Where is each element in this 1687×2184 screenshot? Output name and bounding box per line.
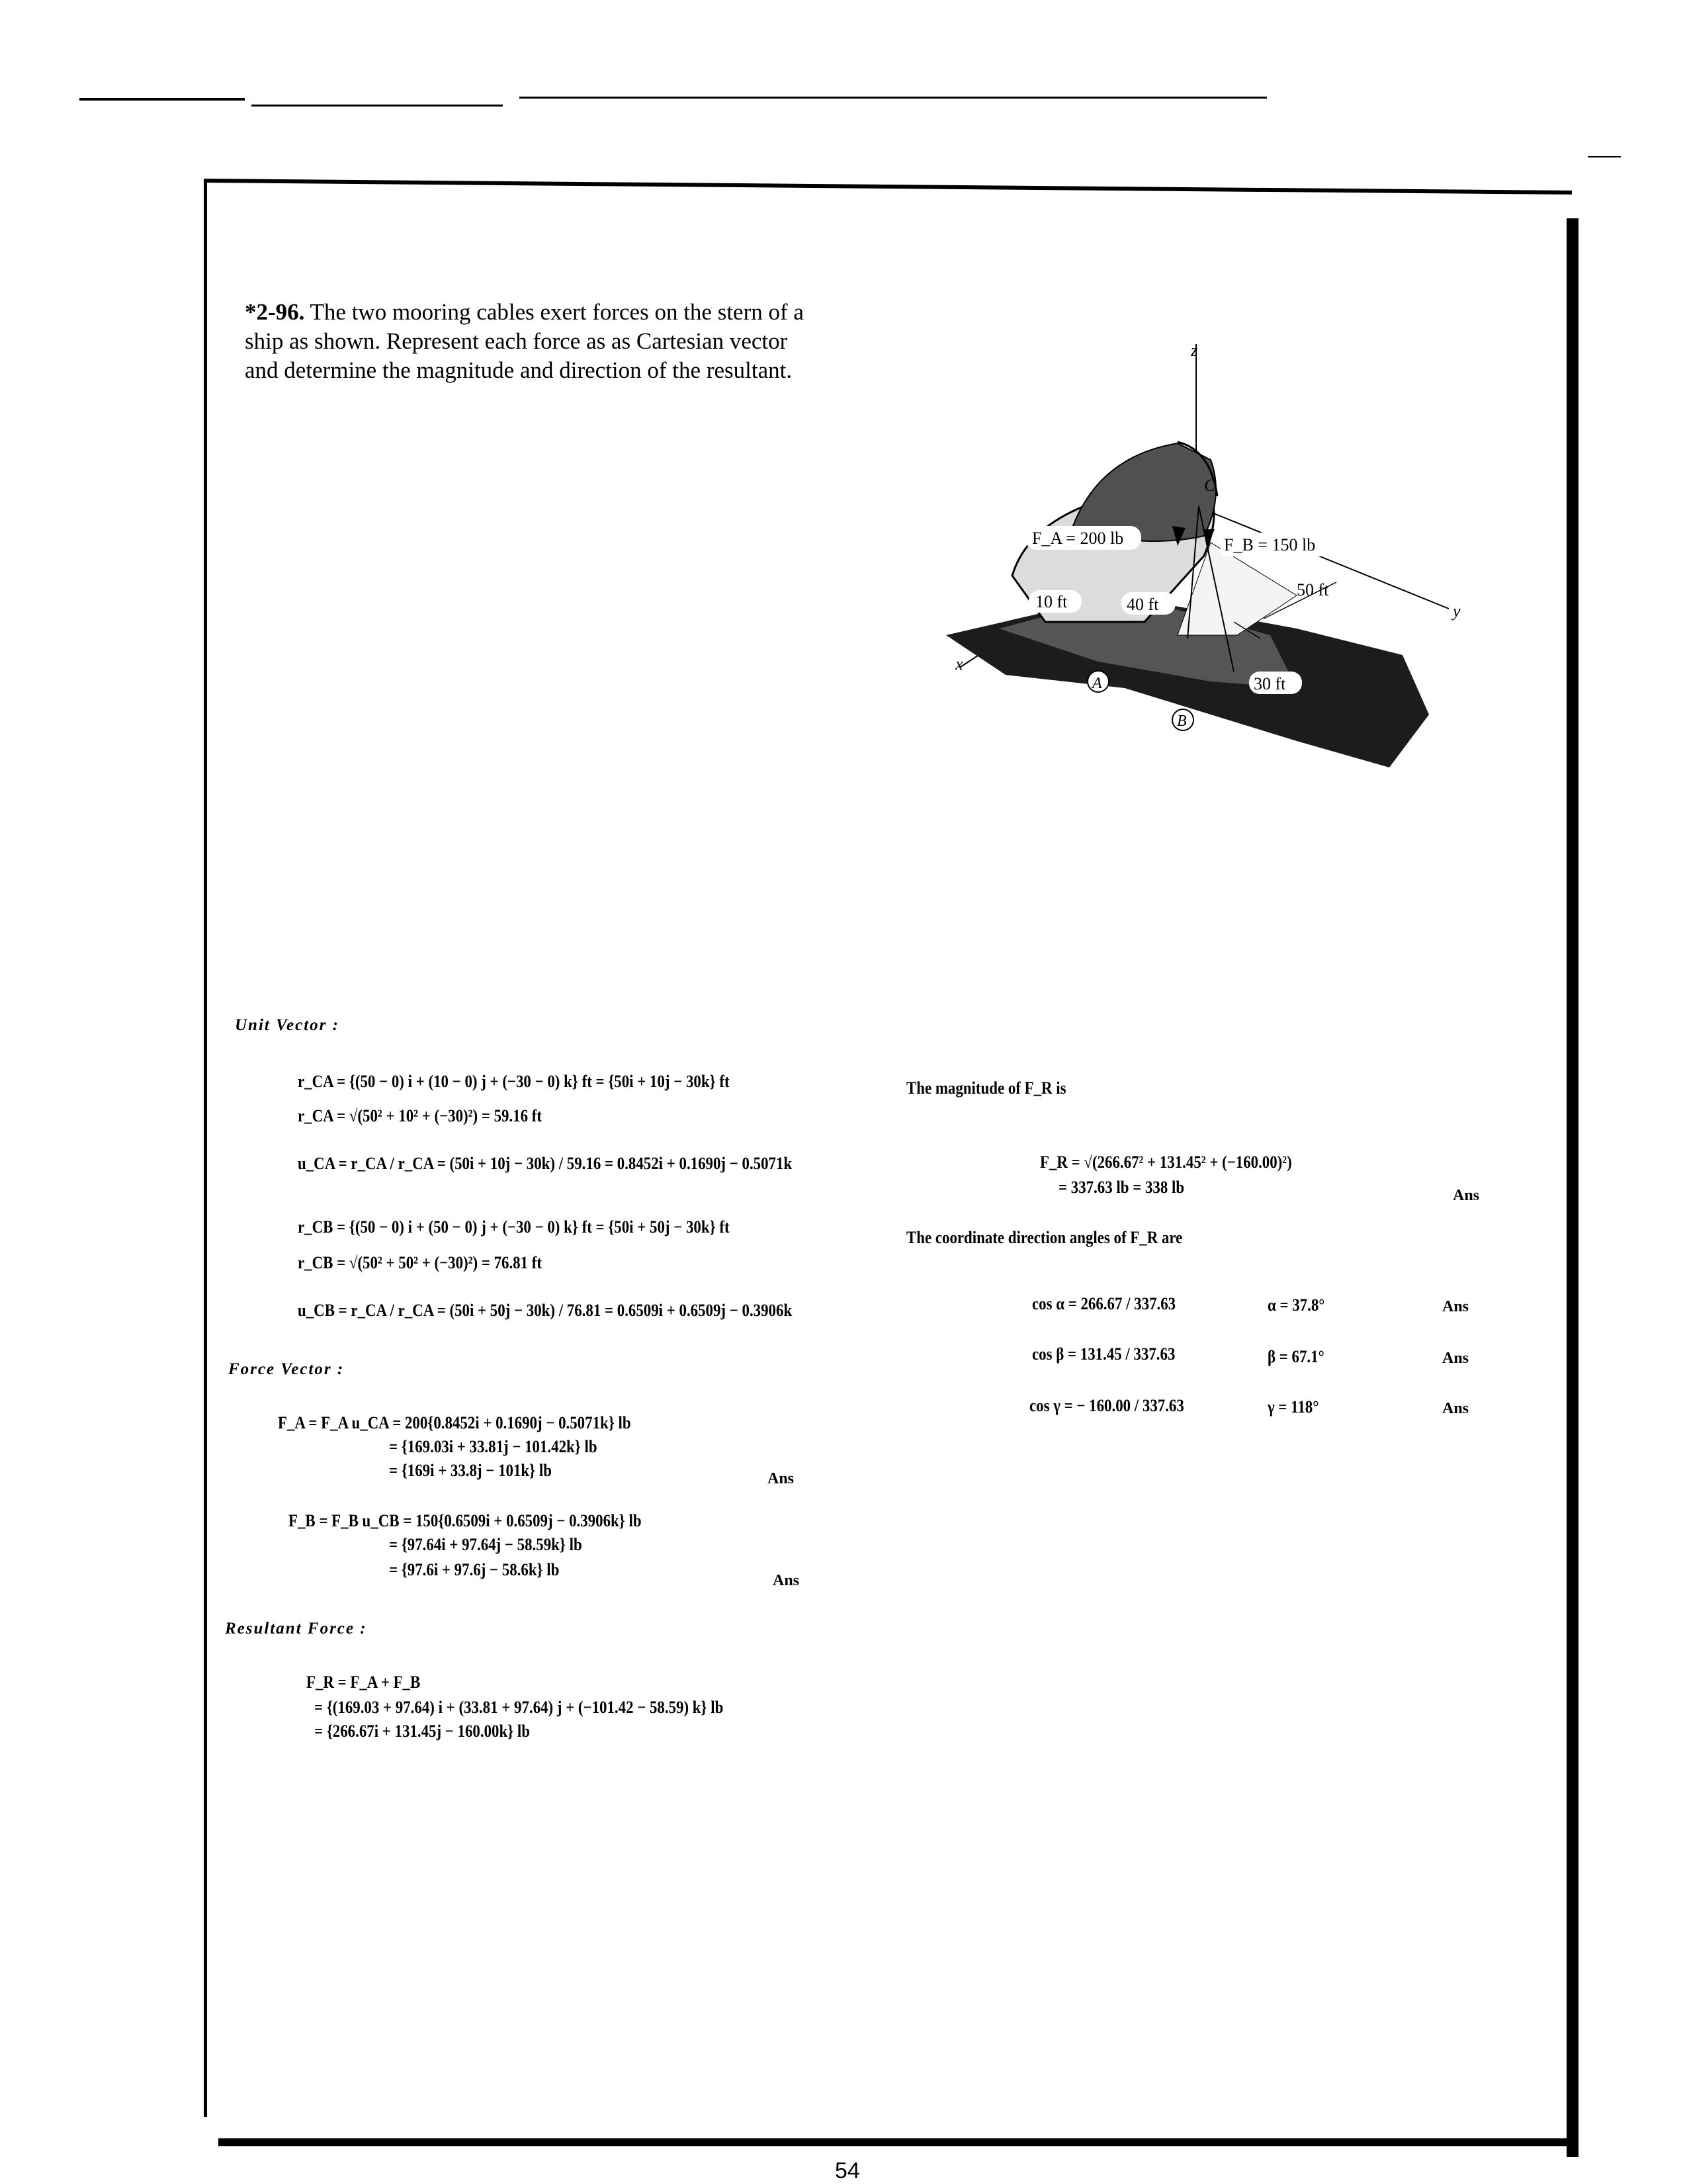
rca-line2: r_CA = √(50² + 10² + (−30)²) = 59.16 ft	[298, 1106, 542, 1125]
dim-40ft-label: 40 ft	[1127, 595, 1159, 614]
top-rule-middle	[251, 105, 503, 107]
fr-line2: = {(169.03 + 97.64) i + (33.81 + 97.64) j + (−101.42 − 58.59) k} lb	[314, 1698, 724, 1717]
point-a-label: A	[1092, 675, 1102, 692]
angles-intro: The coordinate direction angles of F_R are	[906, 1228, 1183, 1247]
frame-right	[1567, 218, 1579, 2157]
problem-number: *2-96.	[245, 299, 305, 325]
beta-result: β = 67.1°	[1268, 1347, 1324, 1366]
magnitude-intro: The magnitude of F_R is	[906, 1078, 1066, 1098]
frame-top	[204, 179, 1572, 195]
force-b-label: F_B = 150 lb	[1224, 535, 1316, 554]
fa-line1: F_A = F_A u_CA = 200{0.8452i + 0.1690j − 0.5071k} lb	[278, 1413, 631, 1432]
point-b-label: B	[1177, 713, 1187, 730]
dim-10ft-label: 10 ft	[1035, 592, 1068, 611]
axis-z-label: z	[1191, 344, 1198, 360]
resultant-heading: Resultant Force :	[225, 1620, 367, 1638]
magnitude-line1: F_R = √(266.67² + 131.45² + (−160.00)²)	[1040, 1153, 1292, 1172]
ucb-line: u_CB = r_CA / r_CA = (50i + 50j − 30k) / 76.81 = 0.6509i + 0.6509j − 0.3906k	[298, 1301, 793, 1320]
magnitude-ans: Ans	[1453, 1187, 1480, 1204]
magnitude-line2: = 337.63 lb = 338 lb	[1059, 1178, 1185, 1197]
gamma-ans: Ans	[1442, 1400, 1469, 1417]
cos-gamma: cos γ = − 160.00 / 337.63	[1029, 1396, 1184, 1415]
rcb-line2: r_CB = √(50² + 50² + (−30)²) = 76.81 ft	[298, 1253, 542, 1272]
point-c-label: C	[1204, 476, 1216, 495]
force-vector-heading: Force Vector :	[228, 1360, 345, 1378]
axis-x-label: x	[955, 654, 963, 674]
frame-left	[204, 179, 207, 2117]
fb-line1: F_B = F_B u_CB = 150{0.6509i + 0.6509j − 0.3906k} lb	[288, 1511, 642, 1530]
frame-bottom	[218, 2138, 1579, 2146]
alpha-ans: Ans	[1442, 1298, 1469, 1315]
force-a-label: F_A = 200 lb	[1032, 529, 1124, 548]
top-rule-right	[519, 97, 1267, 99]
ship-mooring-figure	[926, 344, 1475, 781]
cos-beta: cos β = 131.45 / 337.63	[1032, 1344, 1176, 1364]
dim-30ft-label: 30 ft	[1254, 674, 1286, 693]
top-rule-left	[79, 98, 245, 101]
alpha-result: α = 37.8°	[1268, 1295, 1325, 1315]
rcb-line1: r_CB = {(50 − 0) i + (50 − 0) j + (−30 − 0) k} ft = {50i + 50j − 30k} ft	[298, 1217, 730, 1237]
fr-line1: F_R = F_A + F_B	[306, 1673, 421, 1692]
problem-text: The two mooring cables exert forces on the stern of a ship as shown. Represent each force as as Cartesian vector and determine the magnitude and direction of the resultant.	[245, 299, 804, 383]
rca-line1: r_CA = {(50 − 0) i + (10 − 0) j + (−30 − 0) k} ft = {50i + 10j − 30k} ft	[298, 1072, 730, 1091]
fb-line3: = {97.6i + 97.6j − 58.6k} lb	[389, 1560, 560, 1579]
uca-line: u_CA = r_CA / r_CA = (50i + 10j − 30k) / 59.16 = 0.8452i + 0.1690j − 0.5071k	[298, 1154, 793, 1173]
fb-ans: Ans	[773, 1572, 800, 1589]
problem-statement	[245, 298, 814, 385]
fa-ans: Ans	[767, 1470, 795, 1487]
fa-line3: = {169i + 33.8j − 101k} lb	[389, 1461, 552, 1480]
top-rule-edge	[1588, 156, 1621, 157]
fb-line2: = {97.64i + 97.64j − 58.59k} lb	[389, 1535, 582, 1554]
beta-ans: Ans	[1442, 1350, 1469, 1367]
dim-50ft-label: 50 ft	[1297, 580, 1329, 599]
fa-line2: = {169.03i + 33.81j − 101.42k} lb	[389, 1437, 597, 1456]
page-number: 54	[835, 2158, 860, 2183]
cos-alpha: cos α = 266.67 / 337.63	[1032, 1294, 1176, 1313]
axis-y-label: y	[1453, 601, 1461, 621]
fr-line3: = {266.67i + 131.45j − 160.00k} lb	[314, 1722, 531, 1741]
unit-vector-heading: Unit Vector :	[235, 1016, 339, 1034]
gamma-result: γ = 118°	[1268, 1397, 1319, 1417]
